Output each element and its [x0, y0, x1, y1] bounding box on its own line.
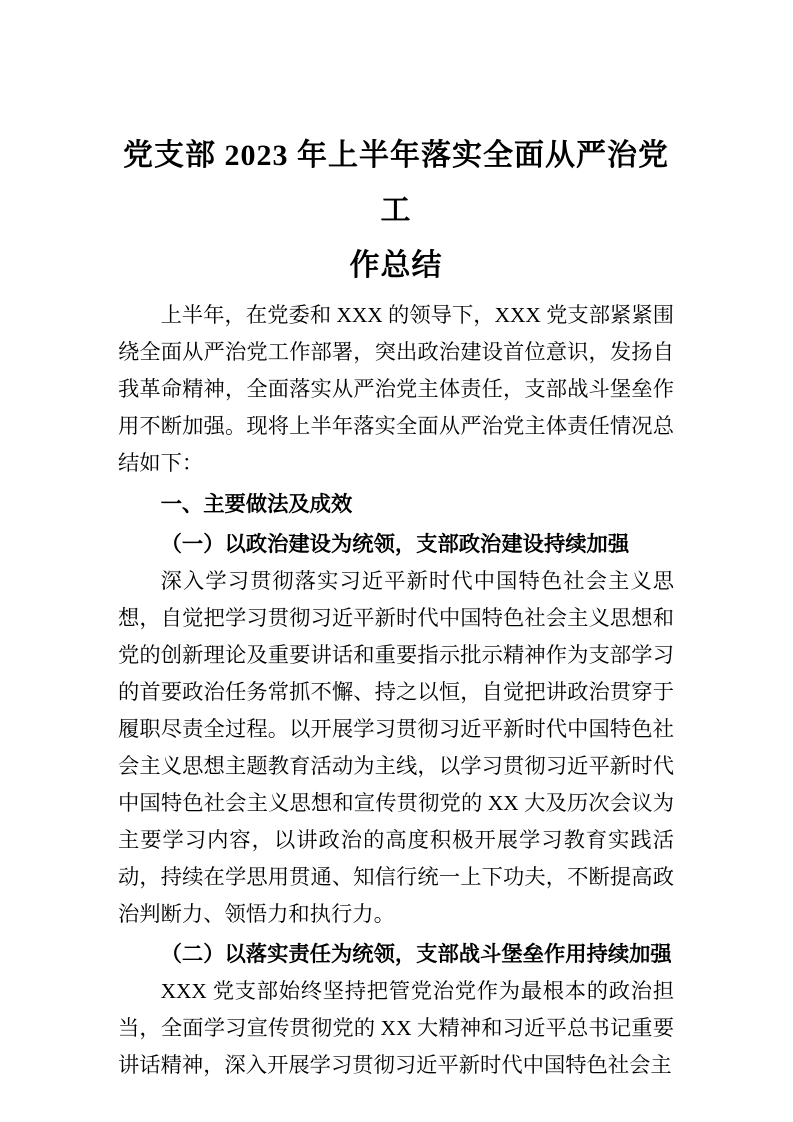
subsection-2-paragraph: XXX 党支部始终坚持把管党治党作为最根本的政治担当，全面学习宣传贯彻党的 XX 大精神和习近平总书记重要讲话精神，深入开展学习贯彻习近平新时代中国特色社会主 — [118, 979, 674, 1077]
intro-paragraph: 上半年，在党委和 XXX 的领导下，XXX 党支部紧紧围绕全面从严治党工作部署，突出政治建设首位意识，发扬自我革命精神，全面落实从严治党主体责任，支部战斗堡垒作用不断加强。现将上半年落实全面从严治党主体责任情况总结如下： — [118, 303, 674, 475]
subsection-1-paragraph: 深入学习贯彻落实习近平新时代中国特色社会主义思想，自觉把学习贯彻习近平新时代中国特色社会主义思想和党的创新理论及重要讲话和重要指示批示精神作为支部学习的首要政治任务常抓不懈、持之以恒，自觉把讲政治贯穿于履职尽责全过程。以开展学习贯彻习近平新时代中国特色社会主义思想主题教育活动为主线，以学习贯彻习近平新时代中国特色社会主义思想和宣传贯彻党的 XX 大及历次会议为主要学习内容，以讲政治的高度积极开展学习教育实践活动，持续在学思用贯通、知信行统一上下功夫，不断提高政治判断力、领悟力和执行力。 — [118, 569, 674, 926]
subsection-1-heading: （一）以政治建设为统领，支部政治建设持续加强 — [160, 532, 630, 556]
section-1-heading: 一、主要做法及成效 — [160, 492, 353, 516]
document-title-line-2: 作总结 — [349, 249, 443, 282]
document-title-line-1: 党支部 2023 年上半年落实全面从严治党工 — [123, 139, 669, 227]
document-title — [118, 128, 674, 293]
document-content — [118, 128, 674, 1084]
subsection-2-heading: （二）以落实责任为统领，支部战斗堡垒作用持续加强 — [160, 942, 672, 966]
